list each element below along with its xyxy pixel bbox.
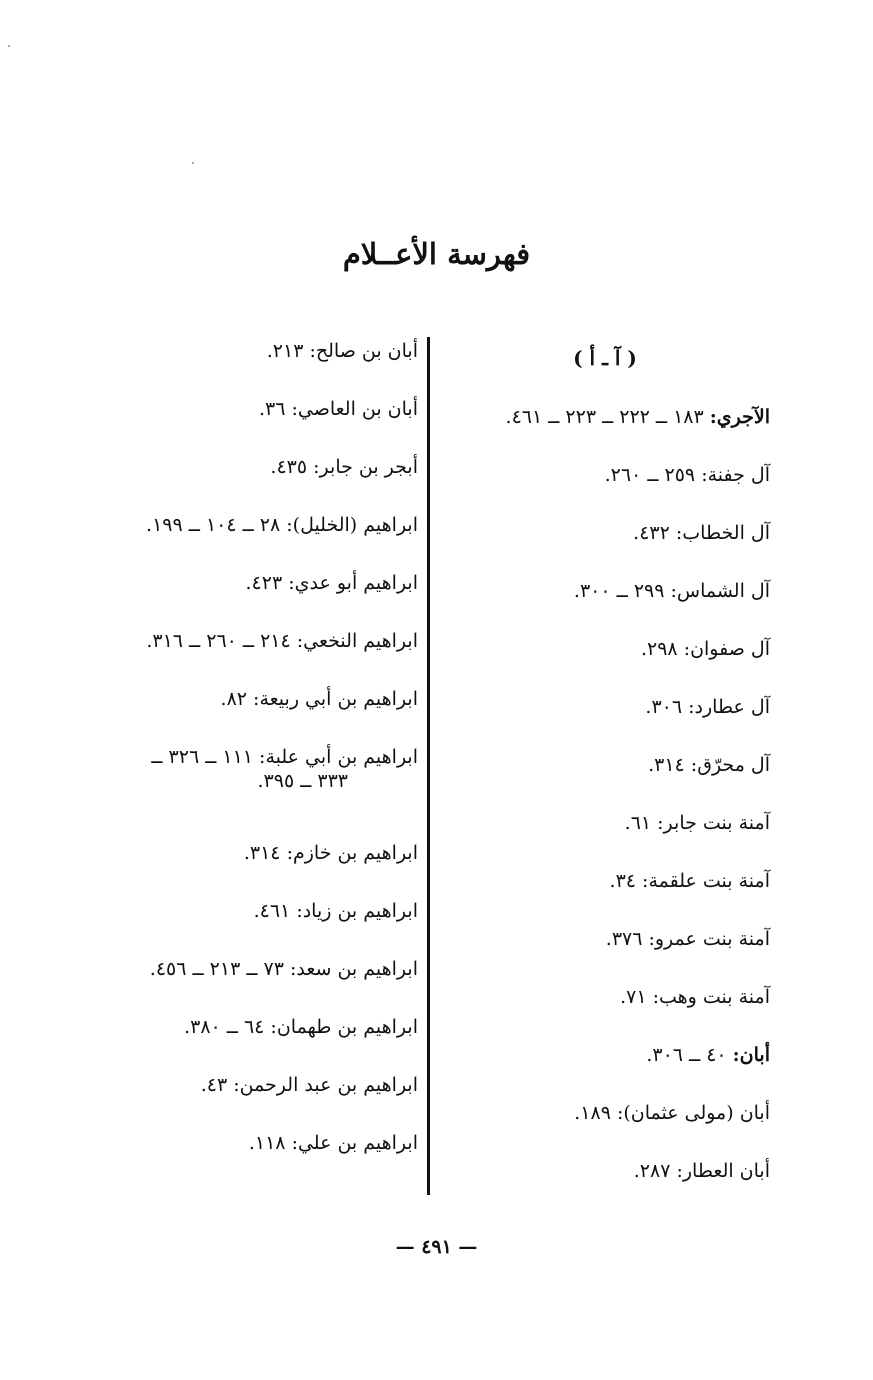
entry-name: أبان العطار:: [676, 1160, 770, 1182]
index-entry: [60, 1130, 418, 1188]
entry-page-refs: ٣١٤.: [648, 754, 685, 776]
index-entry: [60, 1014, 418, 1072]
index-entry: [440, 512, 770, 570]
index-entry: [60, 840, 418, 898]
entry-page-refs: ٤٣٢.: [633, 522, 670, 544]
index-entry: [440, 860, 770, 918]
entry-name: ابراهيم بن خازم:: [286, 842, 418, 864]
entry-page-refs: ٦٤ ــ ٣٨٠.: [184, 1016, 265, 1038]
index-entry: [440, 976, 770, 1034]
entry-page-refs: ٤٠ ــ ٣٠٦.: [646, 1044, 727, 1066]
entry-page-refs: ٧٣ ــ ٢١٣ ــ ٤٥٦.: [149, 958, 284, 980]
entry-name: الآجري:: [709, 406, 770, 428]
entry-page-refs: ٣٤.: [609, 870, 636, 892]
entry-page-refs: ٨٢.: [220, 688, 247, 710]
entry-page-refs: ٣٠٦.: [645, 696, 683, 718]
entry-page-refs: ٣١٤.: [243, 842, 281, 864]
entry-page-refs: ١٨٣ ــ ٢٢٢ ــ ٢٢٣ ــ ٤٦١.: [505, 406, 704, 428]
index-entry: [60, 454, 418, 512]
entry-page-refs: ٣٧٦.: [605, 928, 643, 950]
entry-name: آل جفنة:: [701, 464, 770, 486]
entry-page-refs: ٤٣.: [200, 1074, 228, 1096]
entry-name: آمنة بنت وهب:: [652, 986, 770, 1008]
index-entry: [60, 338, 418, 396]
entry-name: ابراهيم بن علي:: [291, 1132, 418, 1154]
entry-name: آل الشماس:: [670, 580, 770, 602]
entry-page-refs: ٢١٣.: [266, 340, 304, 362]
entry-page-refs: ٤٦١.: [253, 900, 291, 922]
entry-name: أبان (مولى عثمان):: [616, 1102, 770, 1124]
index-entry: [440, 1034, 770, 1092]
entry-page-refs: ١١٨.: [248, 1132, 286, 1154]
entry-name: آل محرّق:: [690, 754, 770, 776]
entry-page-refs: ٤٢٣.: [245, 572, 283, 594]
index-column-right: [440, 338, 770, 1208]
index-entry: [440, 396, 770, 454]
entry-name: ابراهيم بن طهمان:: [270, 1016, 418, 1038]
entry-name: آمنة بنت عمرو:: [648, 928, 770, 950]
entry-name: آمنة بنت جابر:: [657, 812, 770, 834]
page-number: — ٤٩١ —: [395, 1236, 478, 1258]
index-entry: [60, 898, 418, 956]
index-entry: [60, 396, 418, 454]
column-divider: [427, 337, 430, 1195]
entry-page-refs: ٣٦.: [258, 398, 286, 420]
entry-page-refs: ٢١٤ ــ ٢٦٠ ــ ٣١٦.: [146, 630, 291, 652]
letter-section-header: ( آ ـ أ ): [573, 346, 637, 370]
index-entry: [440, 686, 770, 744]
page-speck: [8, 45, 10, 47]
entry-page-refs: ٢٩٩ ــ ٣٠٠.: [573, 580, 665, 602]
entry-page-refs: ١٨٩.: [574, 1102, 611, 1124]
index-column-left: [60, 338, 418, 1188]
entry-name: ابراهيم بن سعد:: [289, 958, 418, 980]
entry-page-refs: ٢٨٧.: [633, 1160, 671, 1182]
entry-page-refs-continued: ٣٣٣ ــ ٣٩٥.: [257, 769, 348, 792]
entry-page-refs: ٢٩٨.: [640, 638, 678, 660]
entry-name: آل صفوان:: [683, 638, 770, 660]
entry-page-refs: ٤٣٥.: [270, 456, 308, 478]
entry-name: ابراهيم (الخليل):: [286, 514, 418, 536]
index-entry: [440, 628, 770, 686]
index-entry: [60, 744, 418, 840]
entry-page-refs: ١١١ ــ ٣٢٦ ــ: [151, 746, 253, 768]
index-entry: [60, 570, 418, 628]
entry-page-refs: ٦١.: [624, 812, 652, 834]
index-entry: [60, 686, 418, 744]
index-entry: [60, 956, 418, 1014]
index-entry: [440, 1092, 770, 1150]
entry-name: آمنة بنت علقمة:: [642, 870, 770, 892]
entry-name: أبجر بن جابر:: [313, 456, 418, 478]
index-entry: [440, 1150, 770, 1208]
entry-name: ابراهيم بن أبي ربيعة:: [253, 688, 418, 710]
entry-page-refs: ٢٨ ــ ١٠٤ ــ ١٩٩.: [146, 514, 281, 536]
index-entry: [60, 512, 418, 570]
page-title: فهرسة الأعــلام: [342, 237, 531, 272]
entry-name: آل عطارد:: [688, 696, 770, 718]
entry-name: ابراهيم بن زياد:: [296, 900, 418, 922]
index-entry: [60, 628, 418, 686]
entry-name: أبان بن صالح:: [309, 340, 418, 362]
page-speck: [192, 162, 194, 164]
entry-name: ابراهيم أبو عدي:: [288, 572, 418, 594]
entry-name: ابراهيم بن أبي علبة:: [259, 746, 418, 768]
entry-name: ابراهيم بن عبد الرحمن:: [233, 1074, 418, 1096]
entry-name: أبان:: [732, 1044, 770, 1066]
index-entry: [440, 918, 770, 976]
index-entry: [440, 570, 770, 628]
index-entry: [60, 1072, 418, 1130]
entry-page-refs: ٧١.: [620, 986, 647, 1008]
entry-name: ابراهيم النخعي:: [296, 630, 418, 652]
index-entry: [440, 454, 770, 512]
entry-name: أبان بن العاصي:: [291, 398, 418, 420]
entry-name: آل الخطاب:: [675, 522, 770, 544]
index-entry: [440, 802, 770, 860]
entry-page-refs: ٢٥٩ ــ ٢٦٠.: [604, 464, 696, 486]
index-entry: [440, 744, 770, 802]
